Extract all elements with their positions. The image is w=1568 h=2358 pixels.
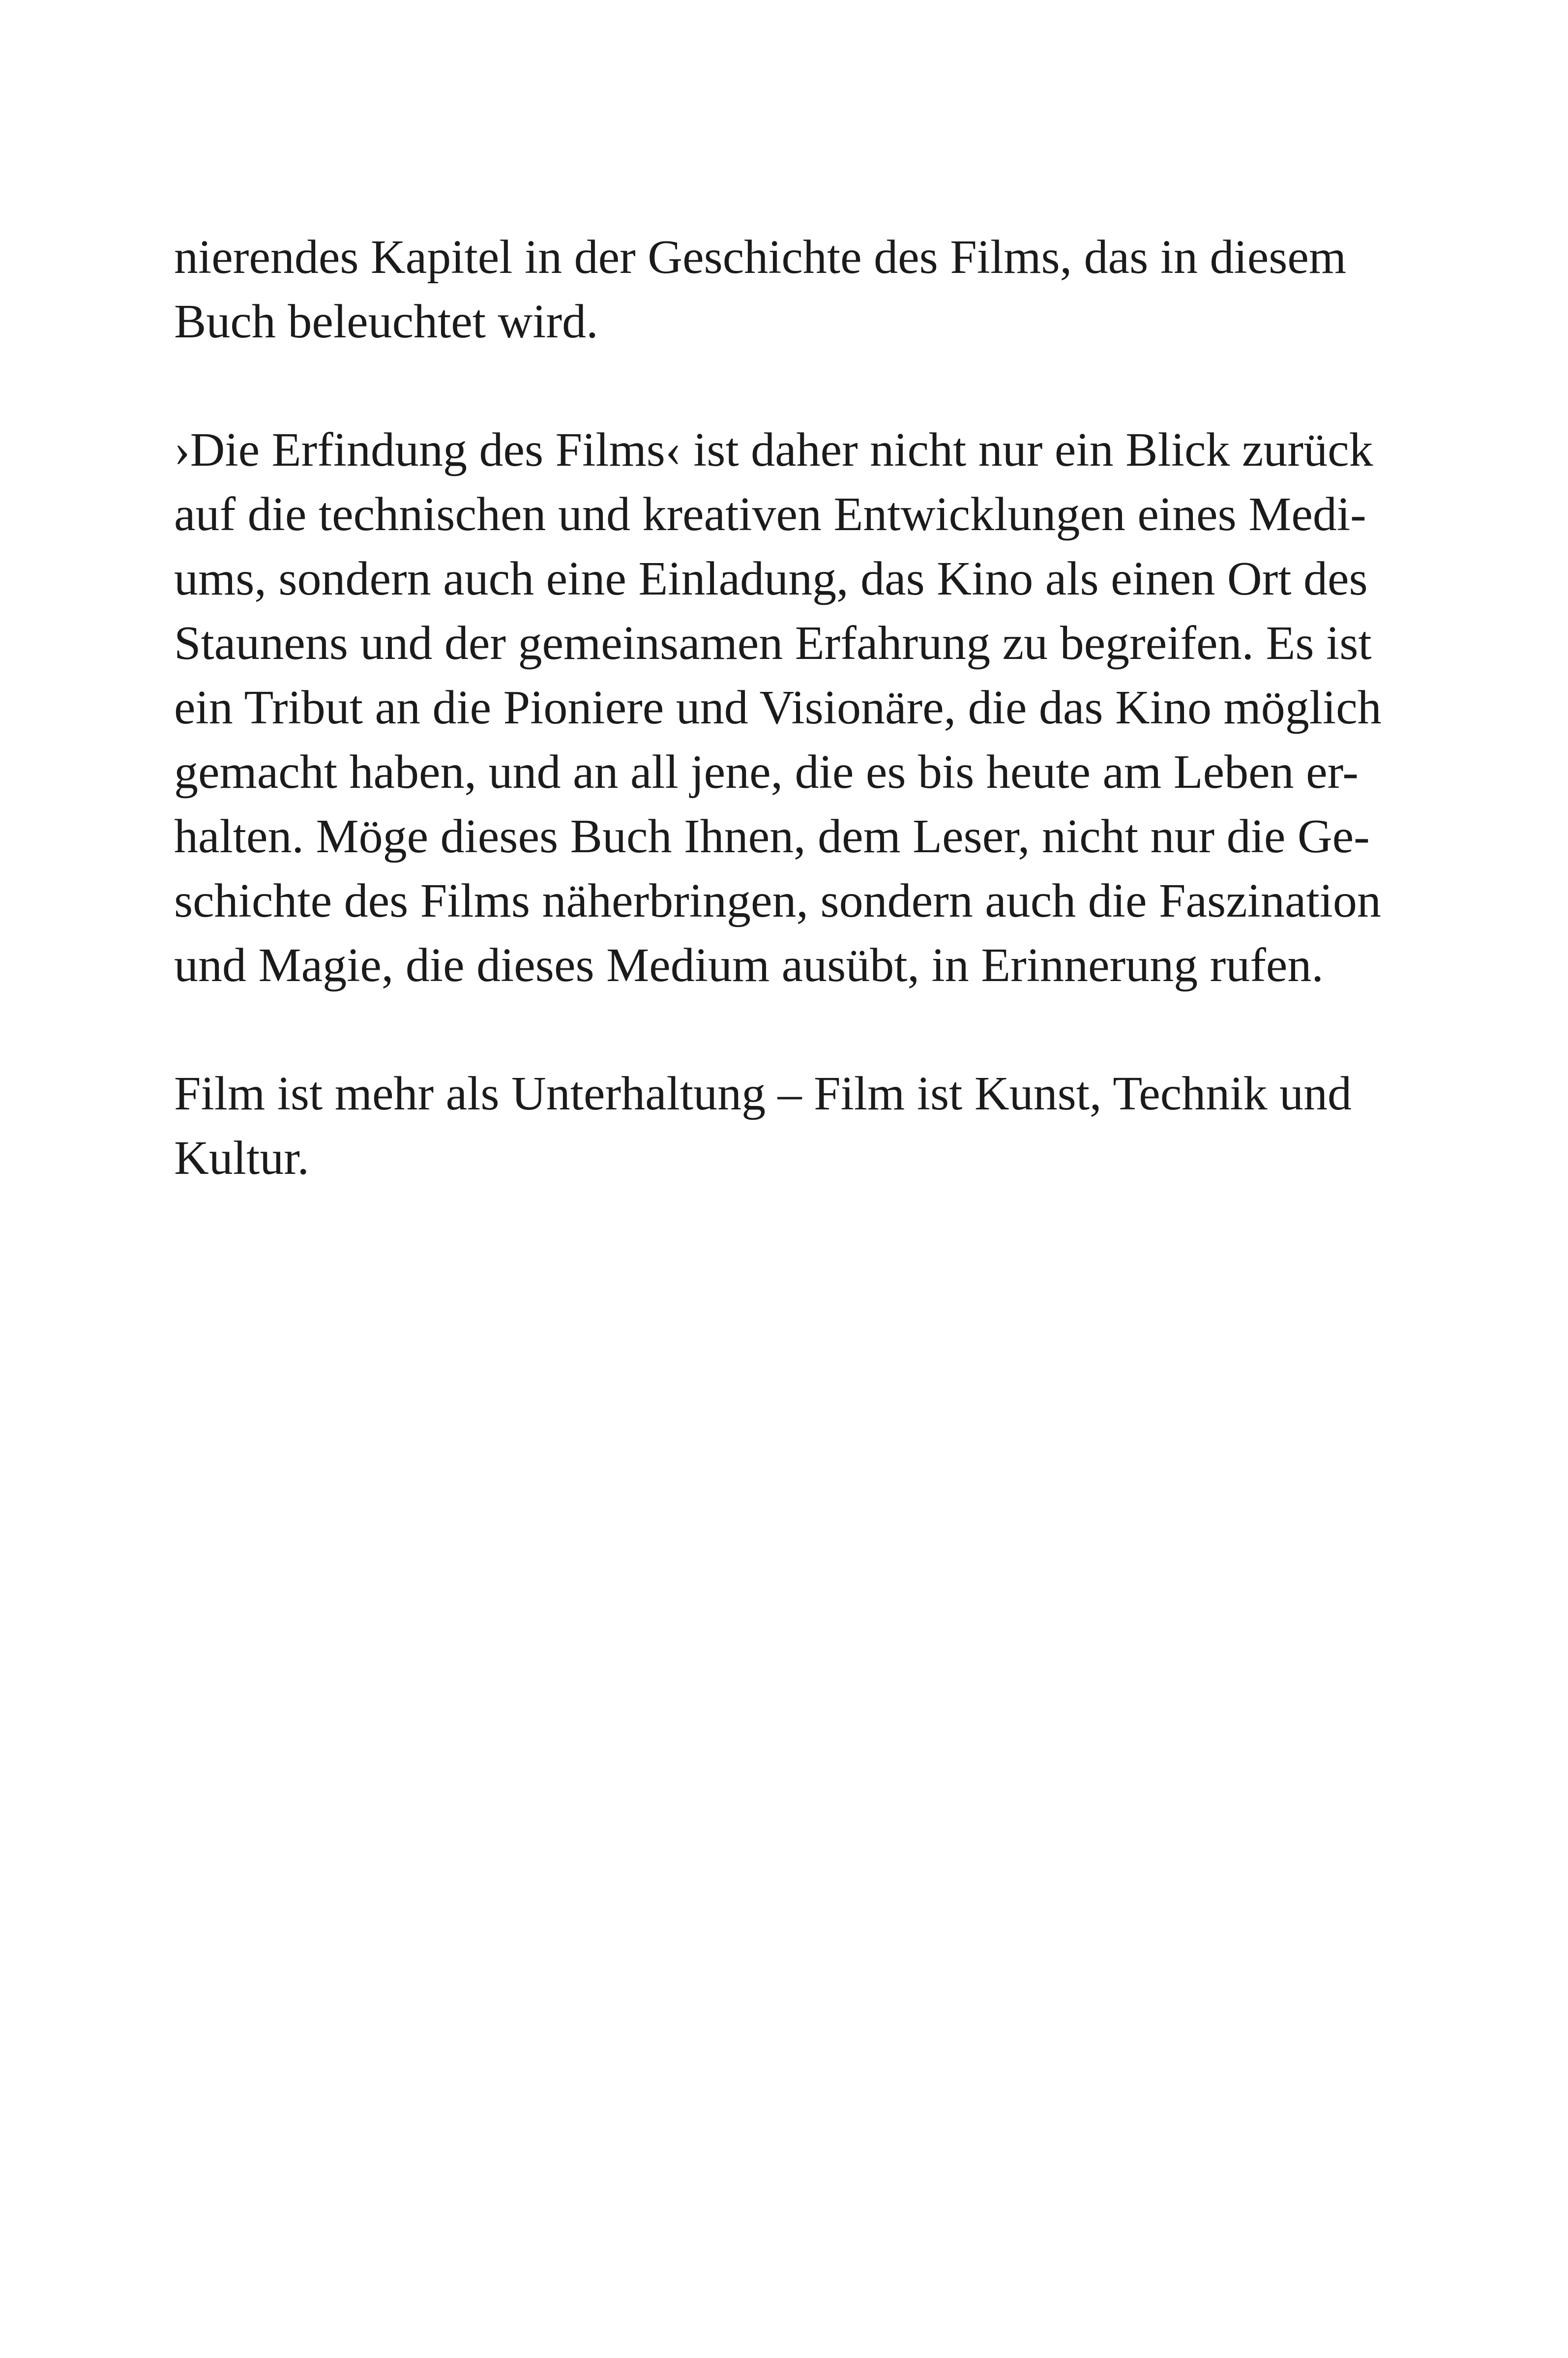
- text-line: ›Die Erfindung des Films‹ ist daher nicht nur ein Blick zurück: [174, 423, 1373, 477]
- text-line: Staunens und der gemeinsamen Erfahrung zu begreifen. Es ist: [174, 617, 1372, 670]
- body-text: [174, 225, 1382, 1191]
- text-line: Film ist mehr als Unterhaltung – Film ist Kunst, Technik und: [174, 1067, 1352, 1120]
- text-line: und Magie, die dieses Medium ausübt, in Erinnerung rufen.: [174, 939, 1324, 992]
- paragraph-closing: [174, 1062, 1352, 1191]
- text-line: gemacht haben, und an all jene, die es bis heute am Leben er-: [174, 746, 1359, 799]
- text-line: Buch beleuchtet wird.: [174, 295, 598, 348]
- text-line: auf die technischen und kreativen Entwicklungen eines Medi-: [174, 488, 1366, 541]
- text-line: ums, sondern auch eine Einladung, das Kino als einen Ort des: [174, 552, 1368, 605]
- text-line: Kultur.: [174, 1132, 309, 1185]
- text-line: halten. Möge dieses Buch Ihnen, dem Leser, nicht nur die Ge-: [174, 810, 1370, 863]
- paragraph-continuation: [174, 225, 1347, 354]
- text-line: schichte des Films näherbringen, sondern auch die Faszination: [174, 874, 1381, 927]
- text-line: nierendes Kapitel in der Geschichte des Films, das in diesem: [174, 231, 1347, 284]
- text-line: ein Tribut an die Pioniere und Visionäre, die das Kino möglich: [174, 681, 1382, 734]
- paragraph-invitation: [174, 418, 1382, 998]
